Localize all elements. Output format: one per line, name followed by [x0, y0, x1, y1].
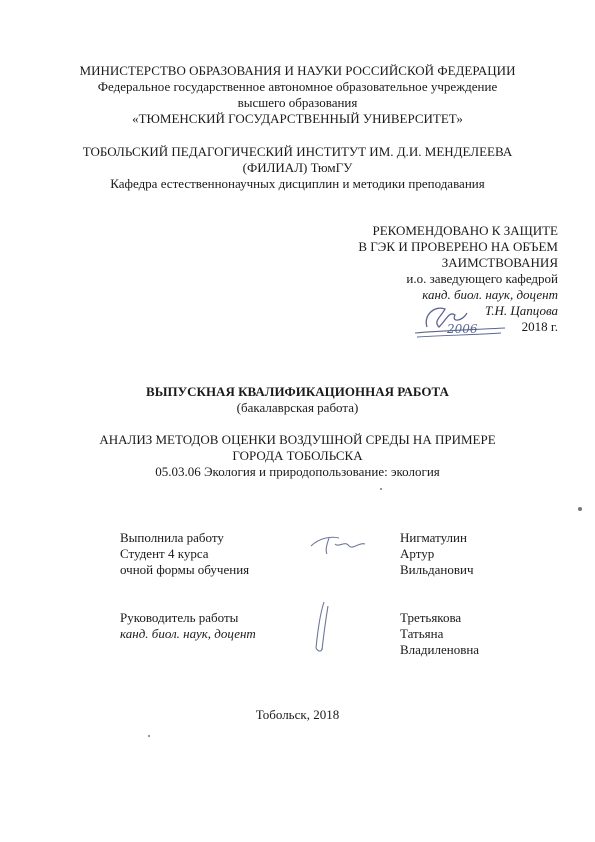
work-title-line-1: АНАЛИЗ МЕТОДОВ ОЦЕНКИ ВОЗДУШНОЙ СРЕДЫ НА ПРИМЕРЕ — [99, 432, 496, 447]
supervisor-surname: Третьякова — [400, 610, 462, 625]
supervisor-labels — [120, 610, 256, 642]
supervisor-signature-image — [308, 598, 338, 658]
scan-speck — [148, 735, 150, 737]
student-name — [400, 530, 474, 578]
approval-name: Т.Н. Цапцова — [484, 303, 558, 318]
approval-year: 2018 г. — [521, 319, 558, 334]
institution-type-line-2: высшего образования — [237, 95, 358, 110]
student-patronymic: Вильданович — [400, 562, 474, 577]
approval-line-3: ЗАИМСТВОВАНИЯ — [441, 255, 558, 270]
student-label-3: очной формы обучения — [120, 562, 250, 577]
student-label-1: Выполнила работу — [120, 530, 224, 545]
place-and-year: Тобольск, 2018 — [255, 707, 340, 722]
institution-type-line-1: Федеральное государственное автономное образовательное учреждение — [97, 79, 498, 94]
head-signature-image — [405, 297, 515, 345]
approval-line-2: В ГЭК И ПРОВЕРЕНО НА ОБЪЕМ — [358, 239, 558, 254]
scan-speck — [380, 488, 382, 490]
specialty-code: 05.03.06 Экология и природопользование: экология — [155, 464, 440, 479]
institute-name-line-2: (ФИЛИАЛ) ТюмГУ — [242, 160, 353, 175]
handwritten-date: 2006 — [447, 322, 478, 336]
department-name: Кафедра естественнонаучных дисциплин и методики преподавания — [110, 176, 485, 191]
student-signature-image — [305, 530, 375, 560]
work-type-heading: ВЫПУСКНАЯ КВАЛИФИКАЦИОННАЯ РАБОТА — [146, 384, 449, 399]
university-name: «ТЮМЕНСКИЙ ГОСУДАРСТВЕННЫЙ УНИВЕРСИТЕТ» — [132, 111, 463, 126]
approval-line-1: РЕКОМЕНДОВАНО К ЗАЩИТЕ — [372, 223, 558, 238]
approval-role: и.о. заведующего кафедрой — [406, 271, 558, 286]
supervisor-label-2: канд. биол. наук, доцент — [120, 626, 256, 641]
supervisor-first-name: Татьяна — [400, 626, 444, 641]
ministry-heading: МИНИСТЕРСТВО ОБРАЗОВАНИЯ И НАУКИ РОССИЙСКОЙ ФЕДЕРАЦИИ — [79, 63, 516, 78]
supervisor-label-1: Руководитель работы — [120, 610, 239, 625]
scan-speck — [578, 507, 582, 511]
student-first-name: Артур — [400, 546, 435, 561]
approval-degree: канд. биол. наук, доцент — [422, 287, 558, 302]
work-subtype: (бакалаврская работа) — [236, 400, 359, 415]
supervisor-name — [400, 610, 479, 658]
student-surname: Нигматулин — [400, 530, 467, 545]
work-title-line-2: ГОРОДА ТОБОЛЬСКА — [232, 448, 363, 463]
institute-name-line-1: ТОБОЛЬСКИЙ ПЕДАГОГИЧЕСКИЙ ИНСТИТУТ ИМ. Д.И. МЕНДЕЛЕЕВА — [82, 144, 513, 159]
student-label-2: Студент 4 курса — [120, 546, 209, 561]
supervisor-patronymic: Владиленовна — [400, 642, 480, 657]
student-labels — [120, 530, 249, 578]
